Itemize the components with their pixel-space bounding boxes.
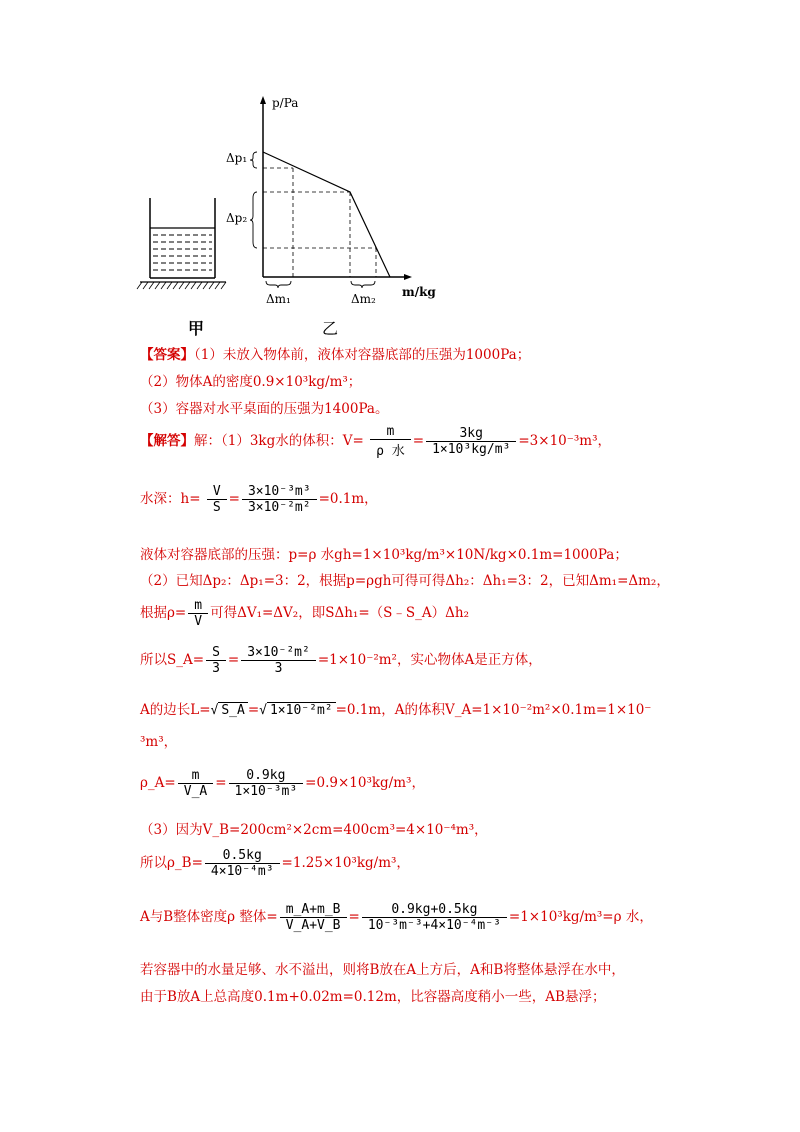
answer-line-2: （2）物体A的密度0.9×10³kg/m³；: [140, 374, 362, 390]
x-axis-label: m/kg: [402, 285, 436, 299]
solution-line-8: ρ_A= $\frac{m}{V\_A}$ = $\frac{0.9kg}{\text{1×10⁻³m³}}$ =0.9×10³kg/m³，: [140, 768, 425, 799]
figure-jia-caption: 甲: [188, 319, 205, 338]
solution-line-9: （3）因为V_B=200cm²×2cm=400cm³=4×10⁻⁴m³，: [140, 822, 488, 838]
beaker-drawing: [137, 198, 226, 289]
solution-line-6: 所以S_A= $\frac{S}{3}$ = $\frac{\text{3×10⁻²m²}}{3}$ =1×10⁻²m²，实心物体A是正方体，: [140, 645, 542, 676]
solution-line-12: 若容器中的水量足够、水不溢出，则将B放在A上方后，A和B将整体悬浮在水中，: [140, 962, 625, 978]
square-root: √ S_A: [211, 703, 248, 718]
delta-p1-label: Δp₁: [226, 151, 248, 165]
pressure-mass-graph: [250, 96, 412, 288]
fraction: $\frac{0.9kg+0.5kg}{\text{10⁻³m⁻³+4×10⁻⁴m⁻³}}$: [362, 902, 507, 933]
solution-line-13: 由于B放A上总高度0.1m+0.02m=0.12m，比容器高度稍小一些，AB悬浮；: [140, 989, 606, 1005]
solution-line-7b: ³m³，: [140, 734, 178, 750]
y-axis-label: p/Pa: [272, 96, 299, 110]
figure-yi-caption: 乙: [322, 319, 339, 338]
answer-line-3: （3）容器对水平桌面的压强为1400Pa。: [140, 401, 389, 417]
square-root: √ 1×10⁻²m²: [259, 703, 335, 718]
answer-line-1: 【答案】（1）未放入物体前，液体对容器底部的压强为1000Pa；: [140, 347, 531, 363]
fraction: $\frac{\text{3×10⁻³m³}}{\text{3×10⁻²m²}}$: [242, 484, 317, 515]
fraction: $\frac{m}{V\_A}$: [178, 768, 213, 799]
delta-m1-label: Δm₁: [266, 292, 291, 306]
solution-line-5: 根据ρ= $\frac{m}{V}$ 可得ΔV₁=ΔV₂，即SΔh₁=（S﹣S_A）Δh₂: [140, 598, 469, 629]
physics-figure: [0, 0, 800, 340]
fraction: $\frac{3kg}{\text{1×10³kg/m³}}$: [426, 426, 516, 457]
fraction: $\frac{m}{V}$: [188, 598, 208, 629]
solution-line-11: A与B整体密度ρ 整体= $\frac{m\_A+m\_B}{V\_A+V\_B}$ = $\frac{0.9kg+0.5kg}{\text{10⁻³m⁻³+4×10⁻⁴m⁻³}}$ =1×10³kg/m³=ρ 水，: [140, 902, 653, 933]
fraction: $\frac{0.9kg}{\text{1×10⁻³m³}}$: [229, 768, 304, 799]
solution-line-2: 水深：h= $\frac{V}{S}$ = $\frac{\text{3×10⁻³m³}}{\text{3×10⁻²m²}}$ =0.1m，: [140, 484, 378, 515]
solution-tag: 【解答】: [140, 433, 194, 449]
solution-line-10: 所以ρ_B= $\frac{0.5kg}{\text{4×10⁻⁴m³}}$ =1.25×10³kg/m³，: [140, 848, 410, 879]
delta-m2-label: Δm₂: [351, 292, 376, 306]
fraction: $\frac{0.5kg}{\text{4×10⁻⁴m³}}$: [205, 848, 280, 879]
fraction: $\frac{S}{3}$: [206, 645, 226, 676]
fraction: $\frac{m\_A+m\_B}{V\_A+V\_B}$: [280, 902, 347, 933]
solution-line-3: 液体对容器底部的压强：p=ρ 水gh=1×10³kg/m³×10N/kg×0.1m=1000Pa；: [140, 547, 628, 563]
fraction: $\frac{V}{S}$: [207, 484, 227, 515]
fraction: $\frac{\text{3×10⁻²m²}}{3}$: [241, 645, 316, 676]
solution-line-4: （2）已知Δp₂：Δp₁=3：2，根据p=ρgh可得可得Δh₂：Δh₁=3：2，已知Δm₁=Δm₂，: [140, 573, 670, 589]
fraction: $\frac{m}{\text{ρ 水}}$: [370, 424, 411, 459]
delta-p2-label: Δp₂: [226, 211, 248, 225]
answer-tag: 【答案】: [140, 347, 194, 363]
solution-line-7: A的边长L=√ S_A =√ 1×10⁻²m² =0.1m，A的体积V_A=1×10⁻²m²×0.1m=1×10⁻: [140, 702, 652, 718]
solution-line-1: 【解答】解：（1）3kg水的体积：V= $\frac{m}{\text{ρ 水}}$ = $\frac{3kg}{\text{1×10³kg/m³}}$ =3×10⁻³m³，: [140, 424, 612, 459]
